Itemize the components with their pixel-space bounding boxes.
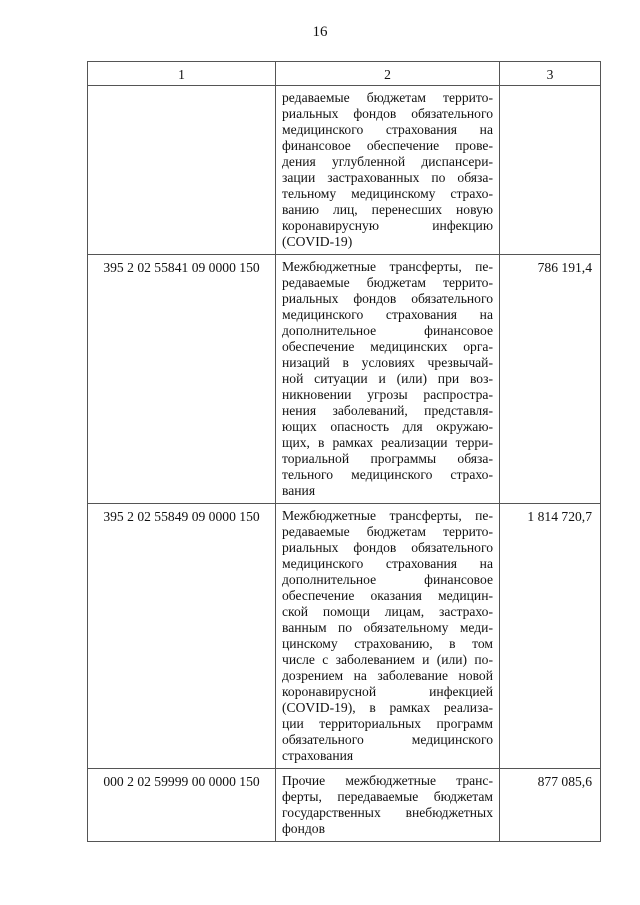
row-name-line: нения заболеваний, представля- — [282, 403, 493, 418]
row-name-line: Межбюджетные трансферты, пе- — [282, 508, 493, 523]
row-name — [276, 255, 500, 504]
column-header-amount: 3 — [500, 62, 601, 86]
row-name — [276, 769, 500, 842]
row-name-line: зации застрахованных по обяза- — [282, 170, 493, 185]
row-name-line: медицинского страхования на — [282, 556, 493, 571]
row-name-line: дения углубленной диспансери- — [282, 154, 493, 169]
row-name-line: (COVID-19), в рамках реализа- — [282, 700, 493, 715]
row-name-line: вания — [282, 483, 316, 498]
row-name-line: редаваемые бюджетам террито- — [282, 275, 493, 290]
row-name-line: редаваемые бюджетам террито- — [282, 524, 493, 539]
header-row — [88, 62, 601, 86]
page-number: 16 — [312, 24, 328, 40]
row-name-line: ванным по обязательному меди- — [282, 620, 493, 635]
row-name-line: никновении угрозы распростра- — [282, 387, 493, 402]
row-name-line: фондов — [282, 821, 326, 836]
row-code — [88, 86, 276, 255]
row-name-line: риальных фондов обязательного — [282, 106, 493, 121]
table-row — [88, 504, 601, 769]
row-name-line: ферты, передаваемые бюджетам — [282, 789, 493, 804]
row-code: 395 2 02 55841 09 0000 150 — [88, 255, 276, 504]
row-amount — [500, 86, 601, 255]
table-row — [88, 769, 601, 842]
row-amount: 877 085,6 — [500, 769, 601, 842]
budget-table — [87, 61, 601, 842]
row-name-line: редаваемые бюджетам террито- — [282, 90, 493, 105]
row-name-line: обеспечение медицинских орга- — [282, 339, 493, 354]
row-name-line: ющих опасность для окружаю- — [282, 419, 493, 434]
table-row — [88, 86, 601, 255]
row-name-line: риальных фондов обязательного — [282, 291, 493, 306]
row-code: 000 2 02 59999 00 0000 150 — [88, 769, 276, 842]
row-name-line: Прочие межбюджетные транс- — [282, 773, 493, 788]
row-name-line: дозрением на заболевание новой — [282, 668, 493, 683]
row-name-line: Межбюджетные трансферты, пе- — [282, 259, 493, 274]
row-name-line: коронавирусную инфекцию — [282, 218, 493, 233]
row-name-line: ской помощи лицам, застрахо- — [282, 604, 493, 619]
table-header — [88, 62, 601, 86]
row-name-line: низаций в условиях чрезвычай- — [282, 355, 493, 370]
row-name-line: коронавирусной инфекцией — [282, 684, 493, 699]
row-amount: 1 814 720,7 — [500, 504, 601, 769]
row-name-line: финансовое обеспечение прове- — [282, 138, 493, 153]
row-name-line: ции территориальных программ — [282, 716, 493, 731]
row-code: 395 2 02 55849 09 0000 150 — [88, 504, 276, 769]
row-name-line: медицинского страхования на — [282, 122, 493, 137]
row-name — [276, 504, 500, 769]
column-header-code: 1 — [88, 62, 276, 86]
row-name-line: дополнительное финансовое — [282, 572, 493, 587]
row-name-line: медицинского страхования на — [282, 307, 493, 322]
row-name-line: цинскому страхованию, в том — [282, 636, 493, 651]
row-amount: 786 191,4 — [500, 255, 601, 504]
row-name-line: числе с заболеванием и (или) по- — [282, 652, 493, 667]
table-row — [88, 255, 601, 504]
row-name-line: обеспечение оказания медицин- — [282, 588, 493, 603]
table-body — [88, 86, 601, 842]
row-name-line: государственных внебюджетных — [282, 805, 493, 820]
row-name — [276, 86, 500, 255]
row-name-line: риальных фондов обязательного — [282, 540, 493, 555]
row-name-line: тельного медицинского страхо- — [282, 467, 493, 482]
row-name-line: (COVID-19) — [282, 234, 353, 249]
row-name-line: дополнительное финансовое — [282, 323, 493, 338]
row-name-line: щих, в рамках реализации терри- — [282, 435, 493, 450]
column-header-name: 2 — [276, 62, 500, 86]
row-name-line: страхования — [282, 748, 354, 763]
row-name-line: ванию лиц, перенесших новую — [282, 202, 493, 217]
row-name-line: ной ситуации и (или) при воз- — [282, 371, 493, 386]
row-name-line: ториальной программы обяза- — [282, 451, 493, 466]
row-name-line: обязательного медицинского — [282, 732, 493, 747]
row-name-line: тельному медицинскому страхо- — [282, 186, 493, 201]
